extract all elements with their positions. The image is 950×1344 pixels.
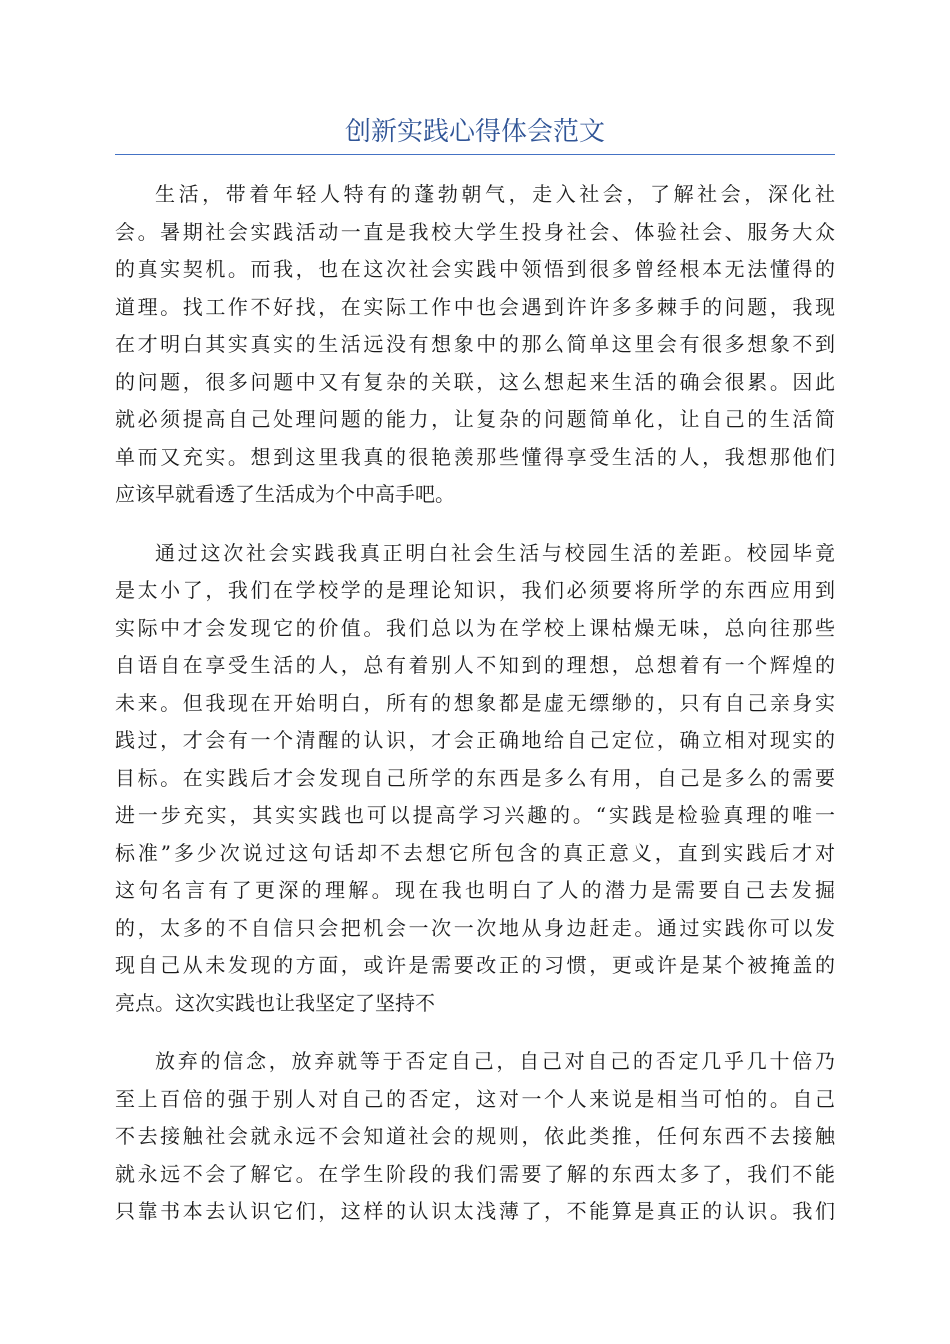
text-line: 在才明白其实真实的生活远没有想象中的那么简单这里会有很多想象不到 (115, 332, 835, 356)
text-line: 会。暑期社会实践活动一直是我校大学生投身社会、体验社会、服务大众 (115, 219, 835, 244)
text-line: 进一步充实，其实实践也可以提高学习兴趣的。“实践是检验真理的唯一 (115, 803, 835, 827)
text-line: 道理。找工作不好找，在实际工作中也会遇到许许多多棘手的问题，我现 (115, 294, 835, 319)
paragraph-1 (115, 176, 835, 514)
text-line: 实际中才会发现它的价值。我们总以为在学校上课枯燥无味，总向往那些 (115, 615, 835, 640)
text-line: 的，太多的不自信只会把机会一次一次地从身边赶走。通过实践你可以发 (115, 915, 835, 940)
text-line: 标准”多少次说过这句话却不去想它所包含的真正意义，直到实践后才对 (115, 840, 835, 865)
text-line: 不去接触社会就永远不会知道社会的规则，依此类推，任何东西不去接触 (115, 1124, 835, 1148)
text-line: 的问题，很多问题中又有复杂的关联，这么想起来生活的确会很累。因此 (115, 369, 835, 394)
text-line: 至上百倍的强于别人对自己的否定，这对一个人来说是相当可怕的。自己 (115, 1086, 835, 1111)
text-line: 就永远不会了解它。在学生阶段的我们需要了解的东西太多了，我们不能 (115, 1161, 835, 1186)
text-line: 自语自在享受生活的人，总有着别人不知到的理想，总想着有一个辉煌的 (115, 653, 835, 677)
text-line: 这句名言有了更深的理解。现在我也明白了人的潜力是需要自己去发掘 (115, 878, 835, 902)
text-line: 单而又充实。想到这里我真的很艳羡那些懂得享受生活的人，我想那他们 (115, 444, 835, 469)
text-line: 的真实契机。而我，也在这次社会实践中领悟到很多曾经根本无法懂得的 (115, 257, 835, 281)
document-body (115, 176, 835, 1252)
paragraph-2 (115, 535, 835, 1023)
text-line: 生活，带着年轻人特有的蓬勃朝气，走入社会，了解社会，深化社 (155, 182, 835, 206)
paragraph-3 (115, 1043, 835, 1231)
text-line: 放弃的信念，放弃就等于否定自己，自己对自己的否定几乎几十倍乃 (155, 1049, 835, 1073)
text-line: 只靠书本去认识它们，这样的认识太浅薄了，不能算是真正的认识。我们 (115, 1199, 835, 1223)
text-line: 践过，才会有一个清醒的认识，才会正确地给自己定位，确立相对现实的 (115, 728, 835, 752)
title-underline (115, 154, 835, 155)
document-title: 创新实践心得体会范文 (344, 117, 605, 147)
text-line: 就必须提高自己处理问题的能力，让复杂的问题简单化，让自己的生活简 (115, 407, 835, 431)
text-line: 是太小了，我们在学校学的是理论知识，我们必须要将所学的东西应用到 (115, 578, 835, 602)
text-line: 未来。但我现在开始明白，所有的想象都是虚无缥缈的，只有自己亲身实 (115, 690, 835, 715)
text-line: 应该早就看透了生活成为个中高手吧。 (115, 482, 455, 506)
text-line: 目标。在实践后才会发现自己所学的东西是多么有用，自己是多么的需要 (115, 765, 835, 790)
text-line: 现自己从未发现的方面，或许是需要改正的习惯，更或许是某个被掩盖的 (115, 953, 835, 977)
text-line: 亮点。这次实践也让我坚定了坚持不 (115, 990, 435, 1015)
text-line: 通过这次社会实践我真正明白社会生活与校园生活的差距。校园毕竟 (155, 540, 835, 565)
